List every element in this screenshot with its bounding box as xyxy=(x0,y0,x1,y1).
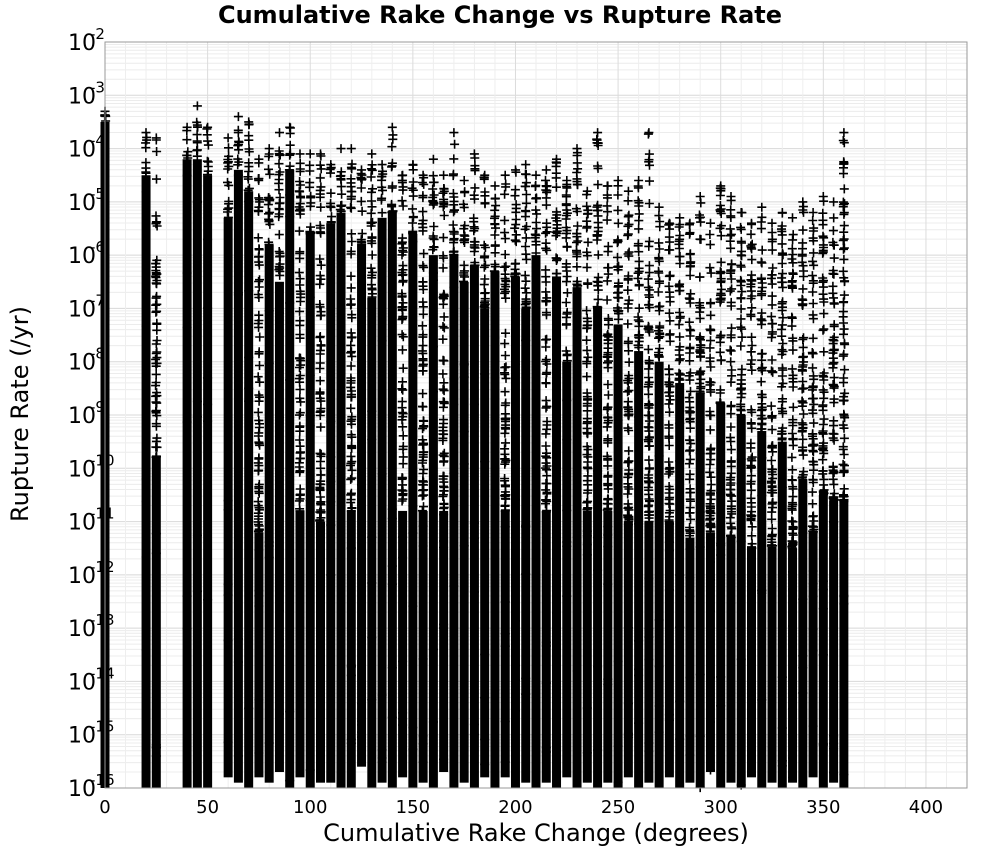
dense-band xyxy=(337,213,346,788)
data-column xyxy=(613,176,623,788)
dense-band xyxy=(603,511,612,783)
data-column xyxy=(182,123,192,788)
data-column xyxy=(572,144,582,788)
dense-band xyxy=(798,479,807,788)
dense-band xyxy=(234,170,243,783)
dense-band xyxy=(726,538,735,783)
y-tick-exponent: -14 xyxy=(90,664,115,683)
x-tick-label: 50 xyxy=(196,797,220,818)
dense-band xyxy=(521,308,530,782)
data-column xyxy=(531,171,541,788)
data-column xyxy=(326,160,336,783)
dense-band xyxy=(655,362,664,788)
dense-band xyxy=(408,234,417,788)
y-tick-exponent: -8 xyxy=(90,344,105,363)
dense-band xyxy=(778,442,787,788)
x-tick-label: 100 xyxy=(293,797,328,818)
y-tick-base: 10 xyxy=(68,31,96,56)
data-column xyxy=(387,123,397,788)
y-tick-exponent: -15 xyxy=(90,717,115,736)
data-column xyxy=(592,128,603,788)
y-tick-base: 10 xyxy=(68,350,96,376)
data-column xyxy=(285,123,295,788)
x-tick-label: 200 xyxy=(498,797,533,818)
y-tick-exponent: -6 xyxy=(90,238,105,257)
dense-band xyxy=(757,431,766,788)
data-column xyxy=(469,149,479,788)
dense-band xyxy=(306,234,315,788)
data-column xyxy=(428,155,438,788)
chart-title: Cumulative Rake Change vs Rupture Rate xyxy=(217,1,783,29)
x-tick-label: 400 xyxy=(908,797,944,818)
dense-band xyxy=(675,383,684,788)
dense-band xyxy=(429,255,438,788)
dense-band xyxy=(285,170,294,788)
y-tick-exponent: -10 xyxy=(90,451,115,470)
dense-band xyxy=(614,324,623,788)
data-column xyxy=(633,176,643,788)
y-tick-base: 10 xyxy=(68,190,96,216)
dense-band xyxy=(265,244,274,782)
y-tick-exponent: -12 xyxy=(90,557,115,576)
y-tick-base: 10 xyxy=(68,510,96,536)
dense-band xyxy=(490,271,499,788)
data-column xyxy=(818,192,829,788)
y-tick-base: 10 xyxy=(68,617,96,643)
data-column xyxy=(223,133,233,777)
dense-band xyxy=(203,175,212,788)
x-tick-label: 250 xyxy=(600,797,636,818)
dense-band xyxy=(480,308,489,777)
y-tick-exponent: -11 xyxy=(90,504,115,523)
data-column xyxy=(192,101,202,788)
data-column xyxy=(141,128,151,788)
dense-band xyxy=(183,159,192,788)
x-tick-label: 300 xyxy=(703,797,738,818)
dense-band xyxy=(562,362,571,778)
dense-band xyxy=(593,308,602,788)
y-tick-exponent: -16 xyxy=(90,771,115,789)
y-tick-base: 10 xyxy=(68,777,96,802)
dense-band xyxy=(532,255,541,788)
data-column xyxy=(233,112,243,783)
y-tick-base: 10 xyxy=(68,457,96,483)
y-tick-base: 10 xyxy=(68,723,96,749)
y-tick-base: 10 xyxy=(68,563,96,589)
x-tick-label: 350 xyxy=(806,797,841,818)
data-column xyxy=(336,144,346,788)
x-tick-label: 0 xyxy=(99,797,111,818)
dense-band xyxy=(152,458,161,788)
dense-band xyxy=(275,282,284,772)
y-tick-exponent: -4 xyxy=(90,131,105,150)
y-tick-base: 10 xyxy=(68,404,96,429)
dense-band xyxy=(398,511,407,777)
dense-band xyxy=(295,511,304,777)
y-tick-base: 10 xyxy=(68,137,96,163)
data-column xyxy=(356,165,366,766)
data-column xyxy=(377,160,387,783)
dense-band xyxy=(254,532,263,777)
dense-band xyxy=(449,255,458,788)
y-tick-base: 10 xyxy=(68,244,96,270)
y-tick-exponent: -7 xyxy=(90,291,105,310)
data-column xyxy=(716,181,726,788)
dense-band xyxy=(737,415,746,788)
x-tick-label: 150 xyxy=(395,797,431,818)
data-column xyxy=(664,219,675,778)
y-tick-exponent: -9 xyxy=(90,398,105,416)
x-axis-label: Cumulative Rake Change (degrees) xyxy=(323,819,749,847)
dense-band xyxy=(460,282,469,783)
y-tick-base: 10 xyxy=(68,670,96,696)
y-tick-exponent: -13 xyxy=(90,611,115,630)
dense-band xyxy=(244,191,253,788)
y-tick-base: 10 xyxy=(68,84,96,110)
dense-band xyxy=(193,159,202,788)
y-axis-label: Rupture Rate (/yr) xyxy=(6,306,34,522)
dense-band xyxy=(665,522,674,778)
data-column xyxy=(254,155,265,778)
data-column xyxy=(408,160,418,788)
dense-band xyxy=(788,548,797,782)
dense-band xyxy=(706,532,715,772)
y-tick-base: 10 xyxy=(68,297,96,323)
data-column xyxy=(202,123,213,788)
data-column xyxy=(490,181,500,788)
data-column xyxy=(685,219,696,783)
data-column xyxy=(521,160,531,783)
data-column xyxy=(243,117,254,788)
y-tick-exponent: -5 xyxy=(90,184,105,203)
y-tick-exponent: -3 xyxy=(90,78,105,97)
dense-band xyxy=(357,244,366,766)
data-column xyxy=(305,149,315,788)
dense-band xyxy=(716,404,725,788)
dense-band xyxy=(367,298,376,788)
dense-band xyxy=(388,213,397,788)
y-tick-exponent: -2 xyxy=(90,25,105,43)
